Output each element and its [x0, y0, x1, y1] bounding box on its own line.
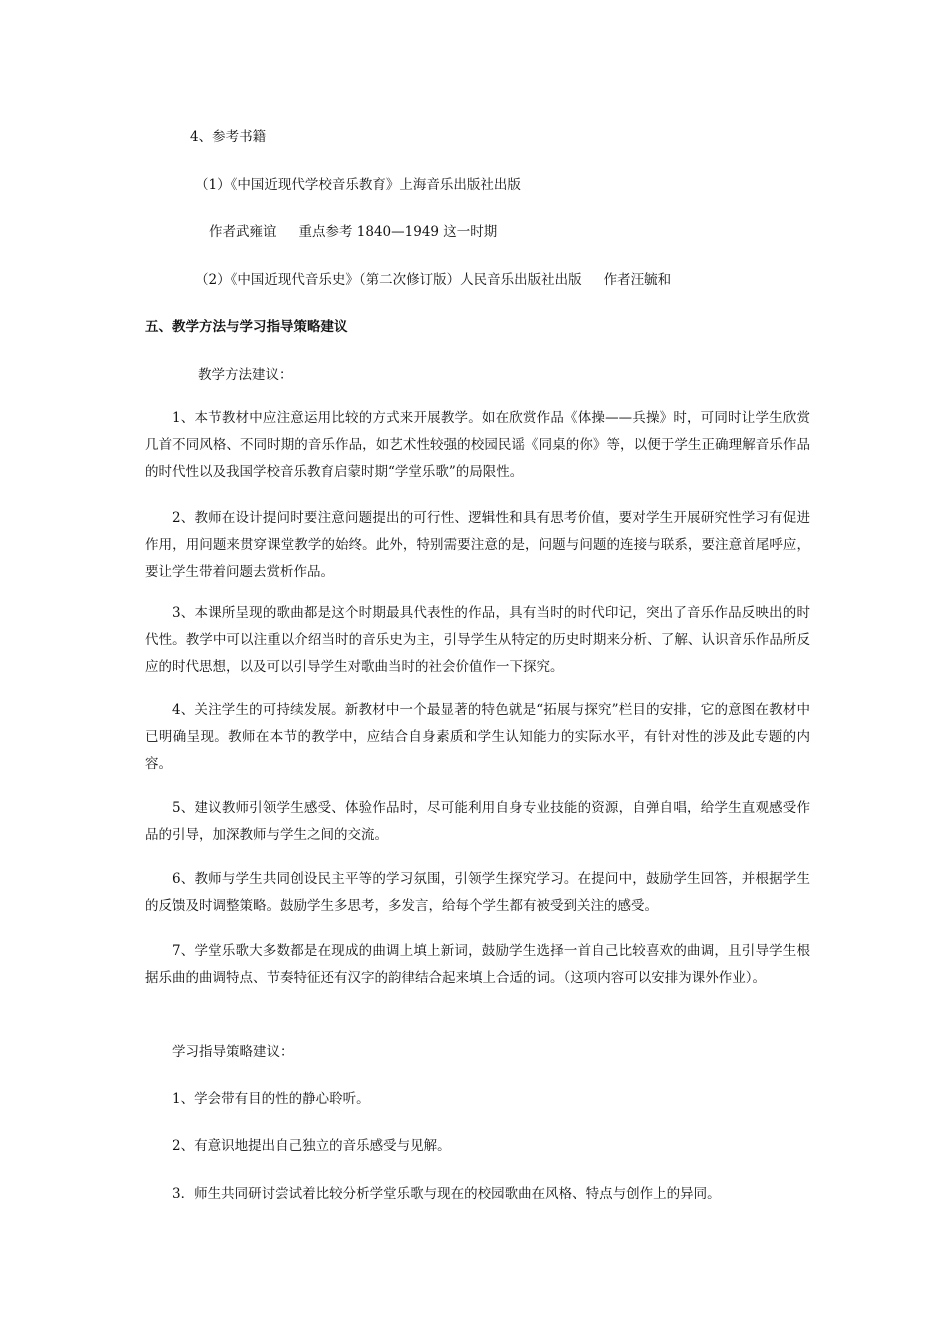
reference-book-1-note: 重点参考 1840—1949 这一时期 — [298, 224, 498, 240]
reference-book-1-author: 作者武雍谊 — [209, 224, 277, 240]
teaching-method-paragraph-6: 6、教师与学生共同创设民主平等的学习氛围，引领学生探究学习。在提问中，鼓励学生回答，并根据学生的反馈及时调整策略。鼓励学生多思考，多发言，给每个学生都有被受到关注的感受。 — [145, 871, 810, 914]
learning-strategy-item-1: 1、学会带有目的性的静心聆听。 — [172, 1091, 370, 1107]
teaching-methods-title: 教学方法建议： — [198, 367, 293, 383]
teaching-method-paragraph-4: 4、关注学生的可持续发展。新教材中一个最显著的特色就是“拓展与探究”栏目的安排，它的意图在教材中已明确呈现。教师在本节的教学中，应结合自身素质和学生认知能力的实际水平，有针对性的涉及此专题的内容。 — [145, 702, 810, 772]
learning-strategy-item-2: 2、有意识地提出自己独立的音乐感受与见解。 — [172, 1138, 451, 1154]
teaching-method-paragraph-2: 2、教师在设计提问时要注意问题提出的可行性、逻辑性和具有思考价值，要对学生开展研究性学习有促进作用，用问题来贯穿课堂教学的始终。此外，特别需要注意的是，问题与问题的连接与联系，要注意首尾呼应，要让学生带着问题去赏析作品。 — [145, 510, 810, 580]
reference-book-2-line — [195, 270, 671, 290]
reference-book-1-author-line — [209, 222, 497, 242]
teaching-method-paragraph-1: 1、本节教材中应注意运用比较的方式来开展教学。如在欣赏作品《体操——兵操》时，可同时让学生欣赏几首不同风格、不同时期的音乐作品，如艺术性较强的校园民谣《同桌的你》等，以便于学生正确理解音乐作品的时代性以及我国学校音乐教育启蒙时期“学堂乐歌”的局限性。 — [145, 410, 810, 480]
teaching-method-paragraph-5: 5、建议教师引领学生感受、体验作品时，尽可能利用自身专业技能的资源，自弹自唱，给学生直观感受作品的引导，加深教师与学生之间的交流。 — [145, 800, 810, 843]
learning-strategies-title: 学习指导策略建议： — [172, 1044, 294, 1060]
reference-book-2-title: （2）《中国近现代音乐史》（第二次修订版）人民音乐出版社出版 — [195, 272, 582, 288]
teaching-method-paragraph-7: 7、学堂乐歌大多数都是在现成的曲调上填上新词，鼓励学生选择一首自己比较喜欢的曲调，且引导学生根据乐曲的曲调特点、节奏特征还有汉字的韵律结合起来填上合适的词。（这项内容可以安排为课外作业）。 — [145, 943, 810, 986]
reference-book-1-title: （1）《中国近现代学校音乐教育》上海音乐出版社出版 — [195, 177, 521, 193]
learning-strategy-item-3: 3．师生共同研讨尝试着比较分析学堂乐歌与现在的校园歌曲在风格、特点与创作上的异同。 — [172, 1186, 721, 1202]
reference-book-2-author: 作者汪毓和 — [603, 272, 672, 288]
section-5-heading: 五、教学方法与学习指导策略建议 — [145, 319, 348, 335]
references-heading: 4、参考书籍 — [190, 129, 267, 145]
teaching-method-paragraph-3: 3、本课所呈现的歌曲都是这个时期最具代表性的作品，具有当时的时代印记，突出了音乐作品反映出的时代性。教学中可以注重以介绍当时的音乐史为主，引导学生从特定的历史时期来分析、了解、认识音乐作品所反应的时代思想，以及可以引导学生对歌曲当时的社会价值作一下探究。 — [145, 605, 810, 675]
